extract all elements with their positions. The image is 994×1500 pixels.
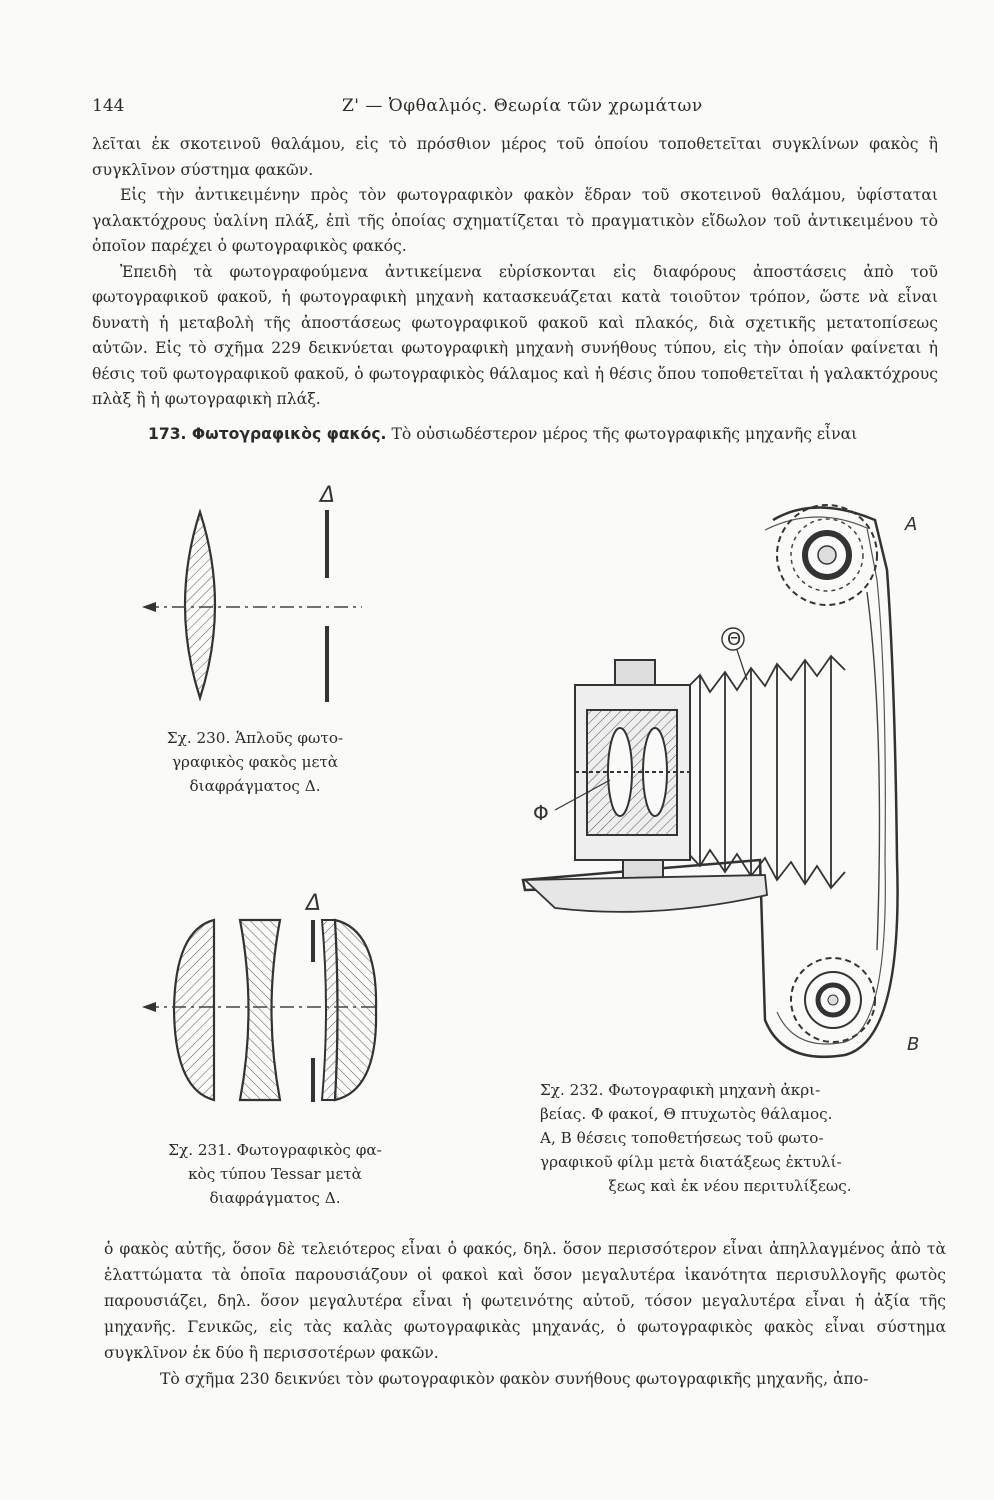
paragraph-lens-quality: ὁ φακὸς αὐτῆς, ὅσον δὲ τελειότερος εἶναι ὁ φακός, δηλ. ὅσον περισσότερον εἶναι ἀπηλλαγμένος ἀπὸ τὰ ἐλαττώματα τὰ ὁποῖα παρουσιάζουν οἱ φακοὶ καὶ ὅσον μεγαλυτέρα ἱκανότητα περισυλλογῆς φωτὸς παρουσιάζει, δηλ. ὅσον μεγαλυτέρα εἶναι ἡ φωτεινότης αὐτοῦ, τόσον μεγαλυτέρα εἶναι ἡ ἀξία τῆς μηχανῆς. Γενικῶς, εἰς τὰς καλὰς φωτογραφικὰς μηχανάς, ὁ φωτογραφικὸς φακὸς εἶναι σύστημα συγκλῖνον ἐκ δύο ἢ περισσοτέρων φακῶν. <box>104 1240 946 1362</box>
axis-arrow <box>142 1002 156 1012</box>
page-header <box>92 96 932 122</box>
concave-lens <box>240 920 280 1100</box>
label-b: B <box>907 1034 920 1055</box>
bottom-text-block <box>104 1236 946 1392</box>
lens-assembly <box>575 660 690 882</box>
section-173 <box>148 422 948 447</box>
figure-230-simple-lens <box>130 480 380 710</box>
diaphragm-label: Δ <box>306 891 322 916</box>
front-lens <box>174 920 214 1100</box>
figure-232-camera <box>515 480 935 1070</box>
label-a: A <box>905 514 918 535</box>
section-title: 173. Φωτογραφικὸς φακός. <box>148 425 387 443</box>
axis-arrow <box>142 602 156 612</box>
page-number: 144 <box>92 96 125 116</box>
figure-230-caption <box>120 726 390 798</box>
caption-line: Σχ. 232. Φωτογραφικὴ μηχανὴ ἀκρι- <box>540 1081 821 1099</box>
paragraph-focusing: Ἐπειδὴ τὰ φωτογραφούμενα ἀντικείμενα εὑρίσκονται εἰς διαφόρους ἀποστάσεις ἀπὸ τοῦ φωτογραφικοῦ φακοῦ, ἡ φωτογραφικὴ μηχανὴ κατασκευάζεται κατὰ τοιοῦτον τρόπον, ὥστε νὰ εἶναι δυνατὴ ἡ μεταβολὴ τῆς ἀποστάσεως φωτογραφικοῦ φακοῦ καὶ πλακός, διὰ σχετικῆς μετατοπίσεως αὐτῶν. Εἰς τὸ σχῆμα 229 δεικνύεται φωτογραφικὴ μηχανὴ συνήθους τύπου, εἰς τὴν ὁποίαν φαίνεται ἡ θέσις τοῦ φωτογραφικοῦ φακοῦ, ὁ φωτογραφικὸς θάλαμος καὶ ἡ θέσις ὅπου τοποθετεῖται ἡ γαλακτόχρους πλὰξ ἢ ἡ φωτογραφικὴ πλάξ. <box>92 262 938 408</box>
section-intro-text: Τὸ οὐσιωδέστερον μέρος τῆς φωτογραφικῆς μηχανῆς εἶναι <box>391 425 858 443</box>
caption-line: βείας. Φ φακοί, Θ πτυχωτὸς θάλαμος. <box>540 1105 833 1123</box>
top-text-block <box>92 132 938 413</box>
caption-line: Σχ. 230. Ἁπλοῦς φωτο- <box>166 729 344 747</box>
caption-line: γραφικοῦ φίλμ μετὰ διατάξεως ἐκτυλί- <box>540 1153 842 1171</box>
running-title: Ζ' — Ὀφθαλμός. Θεωρία τῶν χρωμάτων <box>342 96 703 116</box>
film-spool-b <box>791 958 875 1042</box>
caption-line: γραφικὸς φακὸς μετὰ <box>171 753 339 771</box>
figure-231-caption <box>140 1138 410 1210</box>
caption-line: κὸς τύπου Tessar μετὰ <box>188 1165 362 1183</box>
caption-line: διαφράγματος Δ. <box>189 777 321 795</box>
figure-231-tessar-lens <box>130 890 390 1130</box>
biconvex-lens <box>185 512 215 698</box>
paragraph-continuation: λεῖται ἐκ σκοτεινοῦ θαλάμου, εἰς τὸ πρόσθιον μέρος τοῦ ὁποίου τοποθετεῖται συγκλίνων φακὸς ἢ συγκλῖνον σύστημα φακῶν. <box>92 135 938 179</box>
caption-line: Σχ. 231. Φωτογραφικὸς φα- <box>168 1141 382 1159</box>
figure-232-caption <box>540 1078 920 1198</box>
label-phi: Φ <box>533 801 549 825</box>
label-theta: Θ <box>727 629 742 650</box>
caption-line: ξεως καὶ ἐκ νέου περιτυλίξεως. <box>608 1177 852 1195</box>
rear-lens-b <box>335 920 376 1100</box>
caption-line: A, B θέσεις τοποθετήσεως τοῦ φωτο- <box>540 1129 824 1147</box>
paragraph-figure-230-ref: Τὸ σχῆμα 230 δεικνύει τὸν φωτογραφικὸν φακὸν συνήθους φωτογραφικῆς μηχανῆς, ἀπο- <box>160 1370 869 1388</box>
caption-line: διαφράγματος Δ. <box>209 1189 341 1207</box>
baseboard <box>525 875 767 912</box>
bellows <box>685 656 845 888</box>
paragraph-ground-glass: Εἰς τὴν ἀντικειμένην πρὸς τὸν φωτογραφικὸν φακὸν ἕδραν τοῦ σκοτεινοῦ θαλάμου, ὑφίσταται γαλακτόχρους ὑαλίνη πλάξ, ἐπὶ τῆς ὁποίας σχηματίζεται τὸ πραγματικὸν εἴδωλον τοῦ ἀντικειμένου τὸ ὁποῖον παρέχει ὁ φωτογραφικὸς φακός. <box>92 186 938 255</box>
diaphragm-label: Δ <box>320 483 336 508</box>
